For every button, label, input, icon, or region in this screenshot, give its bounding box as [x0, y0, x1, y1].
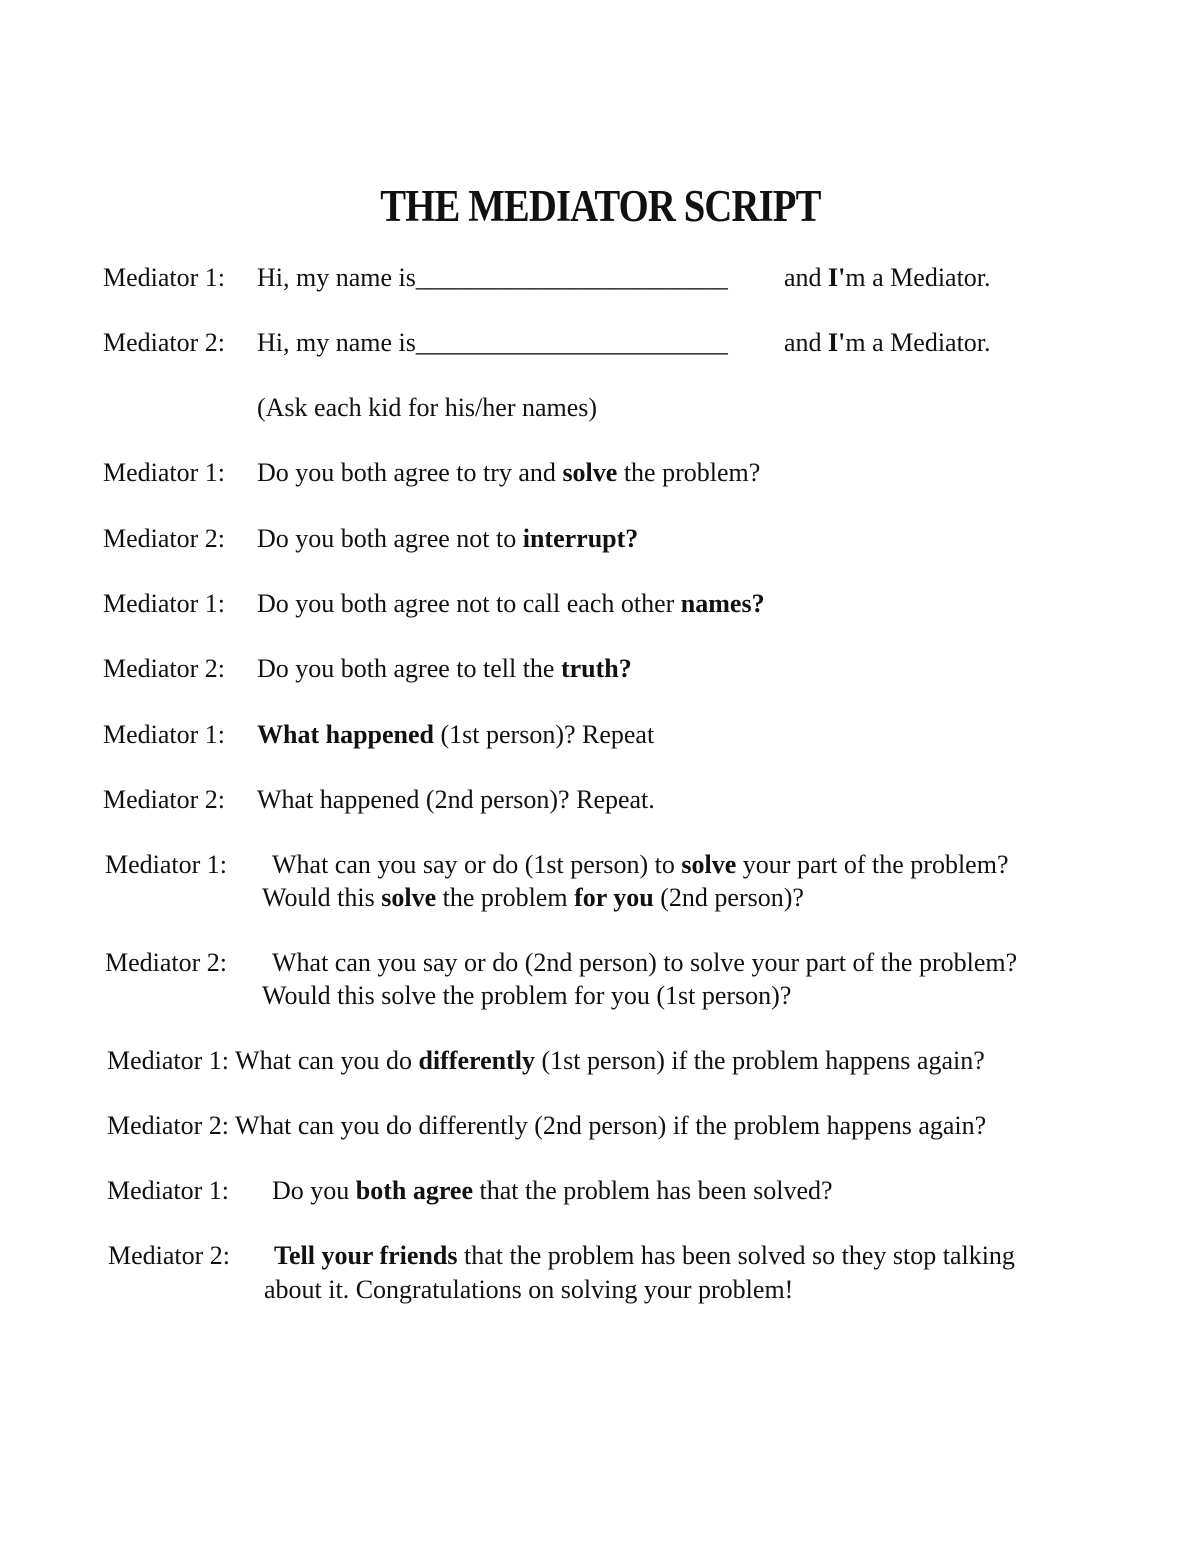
bold-term: What happened [257, 720, 434, 749]
line-text [272, 1174, 833, 1208]
text-segment: m a Mediator. [845, 263, 991, 292]
text-segment: Hi, my name is [257, 263, 416, 292]
text-segment: that the problem has been solved so they stop talking [457, 1241, 1015, 1270]
bold-term: I' [828, 263, 846, 292]
line-text: Would this solve the problem for you (1st person)? [262, 981, 792, 1010]
text-segment: m a Mediator. [845, 328, 991, 357]
speaker-label: Mediator 2: [103, 654, 226, 683]
text-segment: (1st person) if the problem happens again? [534, 1046, 985, 1075]
line-text [257, 587, 765, 621]
line-text [257, 261, 728, 295]
line-text [257, 522, 638, 556]
line-text [107, 1044, 985, 1078]
note-text: (Ask each kid for his/her names) [257, 393, 598, 422]
bold-term: interrupt? [522, 524, 639, 553]
line-text-end [784, 326, 991, 360]
line-text [272, 848, 1008, 882]
bold-term: solve [381, 883, 437, 912]
speaker-label: Mediator 1: [107, 1046, 230, 1075]
bold-term: both agree [355, 1176, 474, 1205]
text-segment: and [784, 328, 829, 357]
text-segment: What can you say or do (1st person) to [272, 850, 682, 879]
speaker-label: Mediator 2: [103, 524, 226, 553]
name-blank: ________________________ [415, 263, 728, 292]
page-title: THE MEDIATOR SCRIPT [380, 181, 821, 231]
text-segment: your part of the problem? [736, 850, 1009, 879]
text-segment: Do you both agree to try and [257, 458, 563, 487]
text-segment: Do you both agree to tell the [257, 654, 561, 683]
text-segment: Do you [272, 1176, 356, 1205]
bold-term: truth? [560, 654, 632, 683]
speaker-label: Mediator 1: [103, 263, 226, 292]
text-segment: (1st person)? Repeat [434, 720, 655, 749]
text-segment: (2nd person)? [653, 883, 804, 912]
line-text-end [784, 261, 991, 295]
text-segment: Do you both agree not to [257, 524, 523, 553]
line-text [107, 1109, 986, 1143]
line-text: What can you say or do (2nd person) to solve your part of the problem? [272, 948, 1018, 977]
text-segment: the problem [436, 883, 575, 912]
speaker-label: Mediator 1: [103, 589, 226, 618]
speaker-label: Mediator 2: [107, 1111, 230, 1140]
line-text: about it. Congratulations on solving your problem! [264, 1275, 794, 1304]
speaker-label: Mediator 2: [103, 785, 226, 814]
bold-term: solve [681, 850, 737, 879]
line-text [274, 1239, 1015, 1273]
text-segment: the problem? [617, 458, 761, 487]
line-text [257, 326, 728, 360]
name-blank: ________________________ [415, 328, 728, 357]
line-text [257, 652, 632, 686]
text-segment: Hi, my name is [257, 328, 416, 357]
speaker-label: Mediator 2: [108, 1241, 231, 1270]
speaker-label: Mediator 1: [107, 1176, 230, 1205]
bold-term: for you [574, 883, 654, 912]
speaker-label: Mediator 1: [103, 458, 226, 487]
bold-term: I' [828, 328, 846, 357]
bold-term: solve [562, 458, 618, 487]
text-segment: What can you do differently (2nd person) if the problem happens again? [229, 1111, 987, 1140]
speaker-label: Mediator 1: [105, 850, 228, 879]
speaker-label: Mediator 2: [105, 948, 228, 977]
text-segment: Would this [262, 883, 382, 912]
bold-term: Tell your friends [274, 1241, 458, 1270]
speaker-label: Mediator 2: [103, 328, 226, 357]
bold-term: names? [680, 589, 765, 618]
line-text [262, 881, 804, 915]
line-text [257, 718, 654, 752]
text-segment: What can you do [229, 1046, 419, 1075]
text-segment: and [784, 263, 829, 292]
bold-term: differently [418, 1046, 535, 1075]
text-segment: Do you both agree not to call each other [257, 589, 681, 618]
line-text: What happened (2nd person)? Repeat. [257, 785, 655, 814]
speaker-label: Mediator 1: [103, 720, 226, 749]
text-segment: that the problem has been solved? [473, 1176, 833, 1205]
line-text [257, 456, 760, 490]
